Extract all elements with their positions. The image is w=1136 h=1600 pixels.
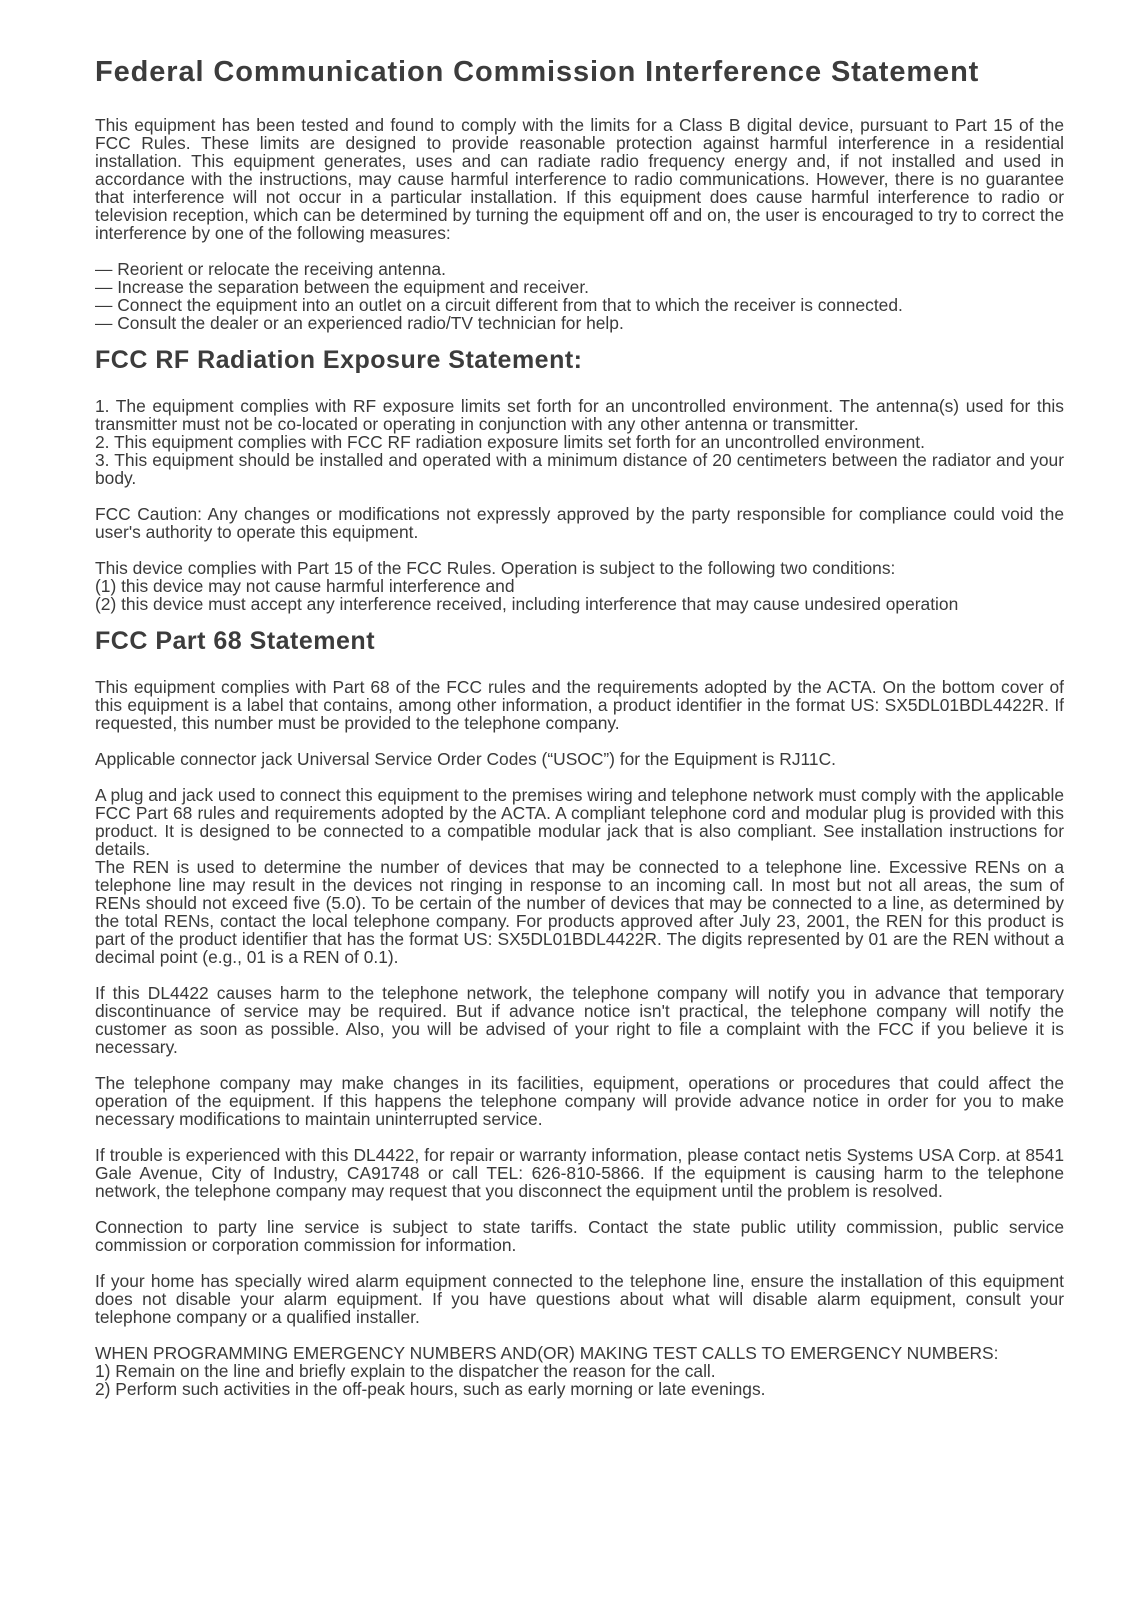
list-item: 1) Remain on the line and briefly explain to the dispatcher the reason for the call.: [95, 1361, 716, 1381]
list-item: — Increase the separation between the equipment and receiver.: [95, 277, 590, 297]
part68-heading: FCC Part 68 Statement: [95, 627, 376, 655]
usoc-paragraph: Applicable connector jack Universal Service Order Codes (“USOC”) for the Equipment is RJ11C.: [95, 749, 836, 769]
emergency-heading: WHEN PROGRAMMING EMERGENCY NUMBERS AND(OR) MAKING TEST CALLS TO EMERGENCY NUMBERS:: [95, 1343, 999, 1363]
rf-exposure-heading: FCC RF Radiation Exposure Statement:: [95, 346, 583, 374]
alarm-equipment-paragraph: If your home has specially wired alarm equipment connected to the telephone line, ensure the installation of this equipment does not disable your alarm equipment. If you have questions about what will disable alarm equipment, consult your telephone company or a qualified installer.: [95, 1271, 1064, 1327]
part15-intro: This device complies with Part 15 of the FCC Rules. Operation is subject to the following two conditions:: [95, 558, 896, 578]
page-title: Federal Communication Commission Interference Statement: [95, 56, 980, 88]
ren-paragraph: The REN is used to determine the number of devices that may be connected to a telephone line. Excessive RENs on a telephone line may result in the devices not ringing in response to an incoming call. In most but not all areas, the sum of RENs should not exceed five (5.0). To be certain of the number of devices that may be connected to a line, as determined by the total RENs, contact the local telephone company. For products approved after July 23, 2001, the REN for this product is part of the product identifier that has the format US: SX5DL01BDL4422R. The digits represented by 01 are the REN without a decimal point (e.g., 01 is a REN of 0.1).: [95, 857, 1064, 967]
network-harm-paragraph: If this DL4422 causes harm to the telephone network, the telephone company will notify you in advance that temporary discontinuance of service may be required. But if advance notice isn't practical, the telephone company will notify the customer as soon as possible. Also, you will be advised of your right to file a complaint with the FCC if you believe it is necessary.: [95, 983, 1064, 1057]
list-item: — Consult the dealer or an experienced radio/TV technician for help.: [95, 313, 624, 333]
repair-contact-paragraph: If trouble is experienced with this DL4422, for repair or warranty information, please contact netis Systems USA Corp. at 8541 Gale Avenue, City of Industry, CA91748 or call TEL: 626-810-5866. If the equipment is causing harm to the telephone network, the telephone company may request that you disconnect the equipment until the problem is resolved.: [95, 1145, 1064, 1201]
list-item: 1. The equipment complies with RF exposure limits set forth for an uncontrolled environment. The antenna(s) used for this transmitter must not be co-located or operating in conjunction with any other antenna or transmitter.: [95, 396, 1064, 434]
intro-paragraph: This equipment has been tested and found to comply with the limits for a Class B digital device, pursuant to Part 15 of the FCC Rules. These limits are designed to provide reasonable protection against harmful interference in a residential installation. This equipment generates, uses and can radiate radio frequency energy and, if not installed and used in accordance with the instructions, may cause harmful interference to radio communications. However, there is no guarantee that interference will not occur in a particular installation. If this equipment does cause harmful interference to radio or television reception, which can be determined by turning the equipment off and on, the user is encouraged to try to correct the interference by one of the following measures:: [95, 115, 1064, 243]
fcc-caution-paragraph: FCC Caution: Any changes or modifications not expressly approved by the party responsible for compliance could void the user's authority to operate this equipment.: [95, 504, 1064, 542]
party-line-paragraph: Connection to party line service is subject to state tariffs. Contact the state public utility commission, public service commission or corporation commission for information.: [95, 1217, 1064, 1255]
rf-items-list: [95, 397, 1064, 487]
list-item: 2) Perform such activities in the off-peak hours, such as early morning or late evenings.: [95, 1379, 766, 1399]
list-item: — Reorient or relocate the receiving antenna.: [95, 259, 446, 279]
list-item: — Connect the equipment into an outlet on a circuit different from that to which the receiver is connected.: [95, 295, 903, 315]
list-item: (1) this device may not cause harmful interference and: [95, 576, 515, 596]
part68-paragraph: This equipment complies with Part 68 of the FCC rules and the requirements adopted by the ACTA. On the bottom cover of this equipment is a label that contains, among other information, a product identifier in the format US: SX5DL01BDL4422R. If requested, this number must be provided to the telephone company.: [95, 677, 1064, 733]
measures-list: [95, 260, 1064, 332]
plug-jack-paragraph: A plug and jack used to connect this equipment to the premises wiring and telephone network must comply with the applicable FCC Part 68 rules and requirements adopted by the ACTA. A compliant telephone cord and modular plug is provided with this product. It is designed to be connected to a compatible modular jack that is also compliant. See installation instructions for details.: [95, 785, 1064, 859]
facility-changes-paragraph: The telephone company may make changes in its facilities, equipment, operations or procedures that could affect the operation of the equipment. If this happens the telephone company will provide advance notice in order for you to make necessary modifications to maintain uninterrupted service.: [95, 1073, 1064, 1129]
list-item: 3. This equipment should be installed and operated with a minimum distance of 20 centimeters between the radiator and your body.: [95, 450, 1064, 488]
list-item: (2) this device must accept any interference received, including interference that may cause undesired operation: [95, 594, 959, 614]
list-item: 2. This equipment complies with FCC RF radiation exposure limits set forth for an uncontrolled environment.: [95, 432, 925, 452]
